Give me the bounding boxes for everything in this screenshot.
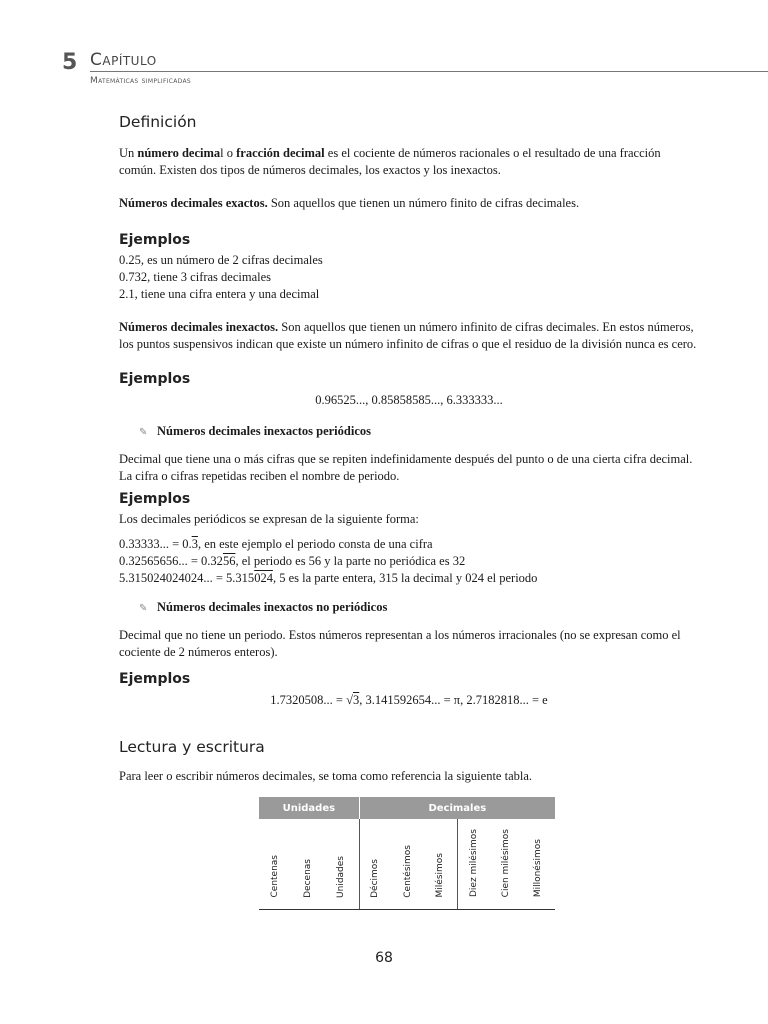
text-run: l o (220, 146, 237, 160)
pencil-icon: ✎ (139, 427, 148, 438)
periodic-example (119, 536, 699, 553)
text-run: 5.315024024024... = 5.315 (119, 571, 255, 585)
column-label: Décimos (370, 858, 381, 898)
text-run: 1.7320508... = √ (270, 693, 353, 707)
text-run: Son aquellos que tienen un número finito de cifras decimales. (267, 196, 580, 210)
column-cell (359, 819, 392, 909)
column-cell (325, 819, 359, 909)
ejemplos-heading: Ejemplos (119, 371, 191, 387)
text-run: Un (119, 146, 138, 160)
group-header-decimales: Decimales (359, 797, 555, 819)
period-digits: 3 (191, 537, 198, 551)
text-run: Son aquellos que tienen un número infinito de cifras decimales. En estos números, los puntos suspensivos indican que existe un número infinito de cifras o que el residuo de la división nunca es cero. (119, 320, 697, 351)
bold-term: número decima (137, 146, 221, 160)
column-cell (259, 819, 292, 909)
bold-term: fracción decimal (236, 146, 325, 160)
text-run: , en este ejemplo el periodo consta de una cifra (197, 537, 433, 551)
text-run: es el cociente de números racionales o el resultado de una fracción común. Existen dos tipos de números decimales, los exactos y los inexactos. (119, 146, 661, 177)
column-label: Centésimos (402, 844, 413, 898)
irrational-examples (119, 692, 699, 709)
period-digits: 024 (254, 571, 273, 585)
inexactos-examples: 0.96525..., 0.85858585..., 6.333333... (315, 393, 503, 407)
period-digits: 56 (222, 554, 236, 568)
periodic-example (119, 553, 699, 570)
exactos-paragraph (119, 195, 699, 212)
column-label: Decenas (303, 858, 314, 898)
column-label: Diez milésimos (468, 829, 479, 898)
definicion-heading: Definición (119, 113, 197, 131)
periodicos-intro: Los decimales periódicos se expresan de la siguiente forma: (119, 512, 419, 526)
text-run: , 5 es la parte entera, 315 la decimal y 024 el periodo (272, 571, 538, 585)
page-content (119, 114, 699, 910)
periodicos-bullet (119, 423, 699, 441)
inexactos-paragraph (119, 319, 699, 353)
lectura-heading: Lectura y escritura (119, 738, 265, 756)
text-run: 0.32565656... = 0.32 (119, 554, 223, 568)
text-run: , 3.141592654... = π, 2.7182818... = e (359, 693, 548, 707)
no-periodicos-paragraph: Decimal que no tiene un periodo. Estos números representan a los números irracionales (no se expresan como el cociente de 2 números enteros). (119, 628, 681, 659)
column-cell (292, 819, 325, 909)
example-line: 0.732, tiene 3 cifras decimales (119, 270, 272, 284)
bullet-title: Números decimales inexactos periódicos (157, 424, 371, 438)
column-cell (392, 819, 424, 909)
text-run: , el periodo es 56 y la parte no periódica es 32 (235, 554, 466, 568)
definicion-paragraph (119, 145, 699, 179)
lectura-paragraph: Para leer o escribir números decimales, se toma como referencia la siguiente tabla. (119, 769, 533, 783)
bullet-title: Números decimales inexactos no periódicos (157, 600, 388, 614)
page-header (0, 0, 768, 100)
column-cell (424, 819, 457, 909)
group-header-unidades: Unidades (259, 797, 359, 819)
chapter-number: 5 (62, 50, 78, 75)
column-label: Millonésimos (533, 839, 544, 898)
column-label: Unidades (336, 855, 347, 898)
header-rule (90, 71, 768, 72)
chapter-label: Capítulo (90, 50, 157, 70)
example-line: 0.25, es un número de 2 cifras decimales (119, 253, 323, 267)
pencil-icon: ✎ (139, 603, 148, 614)
column-label: Cien milésimos (501, 829, 512, 898)
column-label: Milésimos (435, 853, 446, 898)
column-cell (458, 819, 491, 909)
radicand: 3 (352, 693, 360, 707)
column-cell (491, 819, 523, 909)
no-periodicos-bullet (119, 599, 699, 617)
periodic-example (119, 570, 699, 587)
example-line: 2.1, tiene una cifra entera y una decimal (119, 287, 320, 301)
ejemplos-heading: Ejemplos (119, 232, 191, 248)
column-cell (523, 819, 555, 909)
column-label: Centenas (270, 855, 281, 898)
place-value-table (259, 797, 555, 910)
ejemplos-heading: Ejemplos (119, 671, 191, 687)
text-run: 0.33333... = 0. (119, 537, 192, 551)
page-number: 68 (375, 950, 393, 966)
bold-term: Números decimales inexactos. (119, 320, 279, 334)
periodicos-paragraph: Decimal que tiene una o más cifras que se repiten indefinidamente después del punto o de una cierta cifra decimal. La cifra o cifras repetidas reciben el nombre de periodo. (119, 452, 693, 483)
bold-term: Números decimales exactos. (119, 196, 268, 210)
book-subtitle: Matemáticas simplificadas (90, 76, 192, 86)
ejemplos-heading: Ejemplos (119, 491, 191, 507)
